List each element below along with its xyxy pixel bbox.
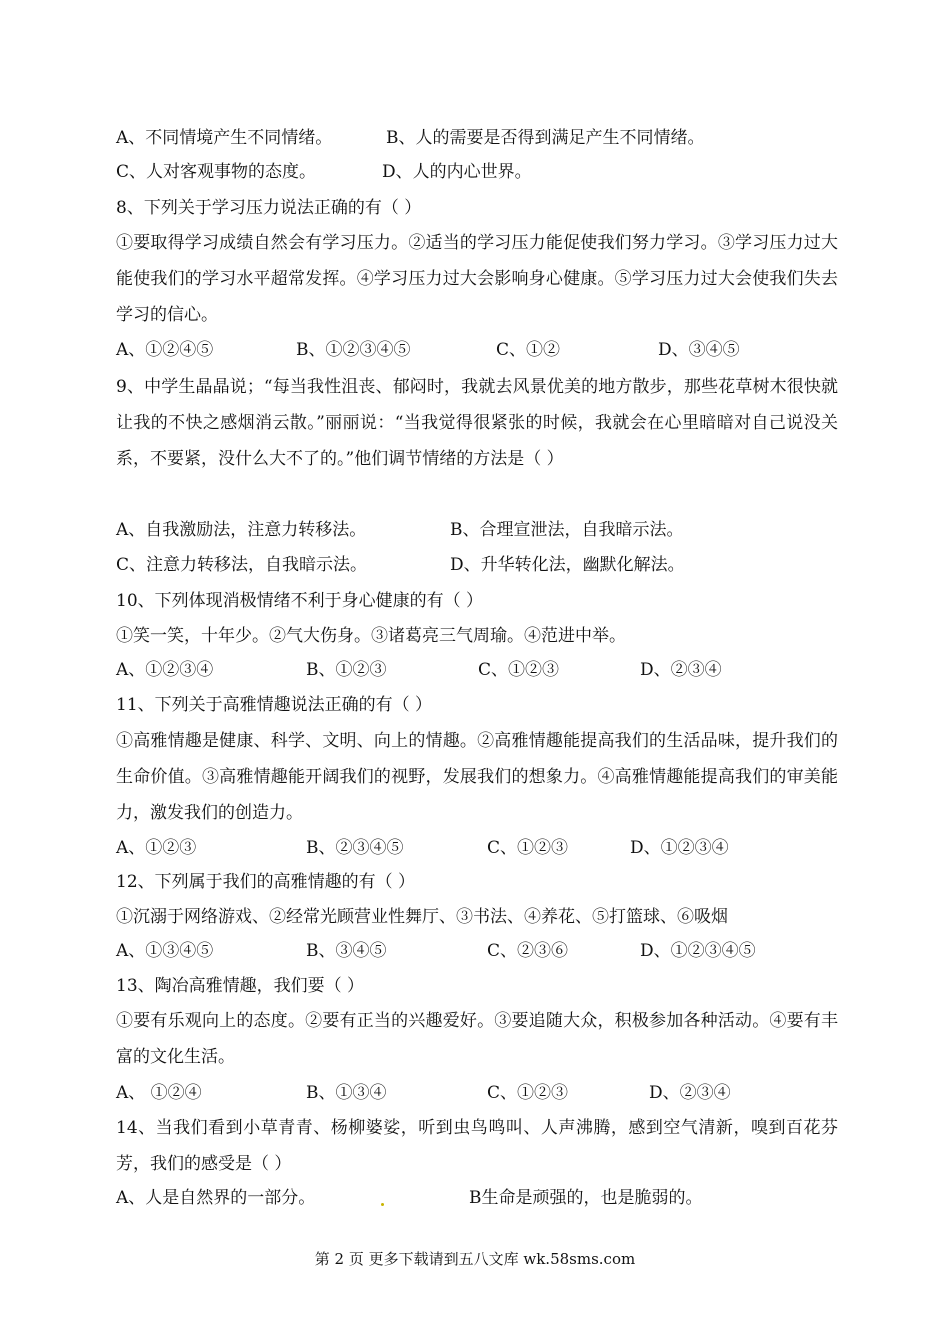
option-c: C、①②③: [487, 838, 569, 858]
option-a: A、人是自然界的一部分。: [116, 1188, 316, 1208]
option-a: A、自我激励法，注意力转移法。: [116, 520, 367, 540]
question-14-stem: 14、当我们看到小草青青、杨柳婆娑，听到虫鸟鸣叫、人声沸腾，感到空气清新，嗅到百花芬芳，我们的感受是（ ）: [116, 1118, 838, 1174]
q12-options: [116, 939, 838, 963]
option-c: C、注意力转移法，自我暗示法。: [116, 555, 368, 575]
question-13-stem: 13、陶冶高雅情趣，我们要（ ）: [116, 976, 365, 996]
option-c: C、①②③: [478, 660, 560, 680]
option-b: B、①②③: [306, 660, 387, 680]
question-8-body: ①要取得学习成绩自然会有学习压力。②适当的学习压力能促使我们努力学习。③学习压力过大能使我们的学习水平超常发挥。④学习压力过大会影响身心健康。⑤学习压力过大会使我们失去学习的信心。: [116, 233, 838, 325]
option-d: D、人的内心世界。: [382, 162, 532, 182]
option-a: A、①②③④: [116, 660, 214, 680]
option-b: B、合理宣泄法，自我暗示法。: [450, 520, 684, 540]
option-a: A、①②④⑤: [116, 340, 214, 360]
stray-mark: [381, 1203, 384, 1206]
option-d: D、升华转化法，幽默化解法。: [450, 555, 685, 575]
q9-options-row-2: [116, 553, 838, 577]
option-b: B、人的需要是否得到满足产生不同情绪。: [386, 128, 705, 148]
question-10-body: ①笑一笑，十年少。②气大伤身。③诸葛亮三气周瑜。④范进中举。: [116, 626, 626, 646]
question-13-body: ①要有乐观向上的态度。②要有正当的兴趣爱好。③要追随大众，积极参加各种活动。④要有丰富的文化生活。: [116, 1011, 838, 1067]
option-a: A、 ①②④: [116, 1083, 202, 1103]
option-d: D、②③④: [640, 660, 722, 680]
option-c: C、人对客观事物的态度。: [116, 162, 317, 182]
question-12-body: ①沉溺于网络游戏、②经常光顾营业性舞厅、③书法、④养花、⑤打篮球、⑥吸烟: [116, 907, 728, 927]
q13-options: [116, 1081, 838, 1105]
option-c: C、①②③: [487, 1083, 569, 1103]
option-a: A、不同情境产生不同情绪。: [116, 128, 333, 148]
option-d: D、①②③④: [630, 838, 729, 858]
option-b: B、③④⑤: [306, 941, 387, 961]
q7-options-row-2: [116, 160, 838, 184]
option-d: D、③④⑤: [658, 340, 740, 360]
option-b: B生命是顽强的，也是脆弱的。: [469, 1188, 703, 1208]
option-b: B、①③④: [306, 1083, 387, 1103]
question-8-stem: 8、下列关于学习压力说法正确的有（ ）: [116, 198, 422, 218]
question-11-stem: 11、下列关于高雅情趣说法正确的有（ ）: [116, 695, 433, 715]
q8-options: [116, 338, 838, 362]
option-d: D、②③④: [649, 1083, 731, 1103]
option-b: B、①②③④⑤: [296, 340, 411, 360]
q7-options-row-1: [116, 126, 838, 150]
option-a: A、①②③: [116, 838, 197, 858]
question-11-body: ①高雅情趣是健康、科学、文明、向上的情趣。②高雅情趣能提高我们的生活品味，提升我们的生命价值。③高雅情趣能开阔我们的视野，发展我们的想象力。④高雅情趣能提高我们的审美能力，激发我们的创造力。: [116, 731, 838, 823]
q14-options: [116, 1186, 838, 1210]
option-b: B、②③④⑤: [306, 838, 404, 858]
page-footer: 第 2 页 更多下载请到五八文库 wk.58sms.com: [314, 1250, 636, 1268]
question-12-stem: 12、下列属于我们的高雅情趣的有（ ）: [116, 872, 416, 892]
option-a: A、①③④⑤: [116, 941, 214, 961]
q11-options: [116, 836, 838, 860]
option-d: D、①②③④⑤: [640, 941, 756, 961]
question-9: 9、中学生晶晶说；“每当我性沮丧、郁闷时，我就去风景优美的地方散步，那些花草树木很快就让我的不快之感烟消云散。”丽丽说：“当我觉得很紧张的时候，我就会在心里暗暗对自己说没关系，不要紧，没什么大不了的。”他们调节情绪的方法是（ ）: [116, 377, 838, 469]
question-10-stem: 10、下列体现消极情绪不利于身心健康的有（ ）: [116, 591, 484, 611]
q10-options: [116, 658, 838, 682]
option-c: C、①②: [496, 340, 561, 360]
option-c: C、②③⑥: [487, 941, 569, 961]
q9-options-row-1: [116, 518, 838, 542]
